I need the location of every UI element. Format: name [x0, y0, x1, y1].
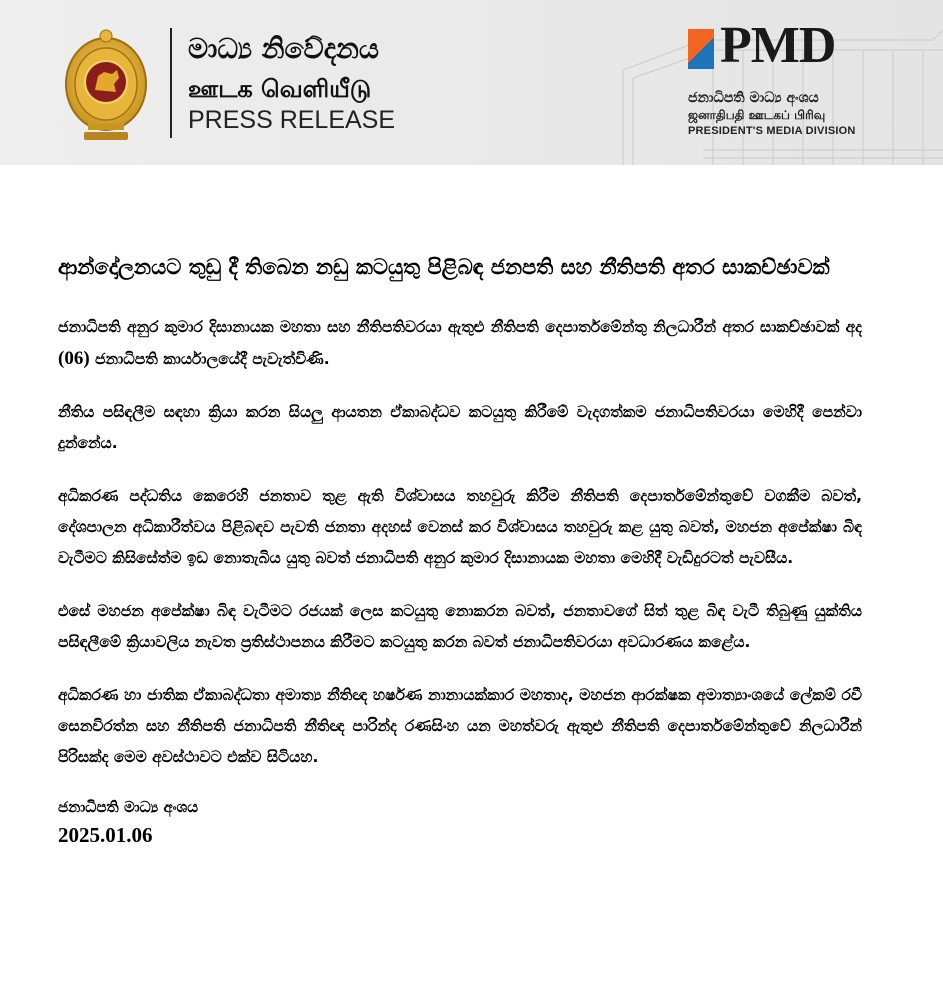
- division-name-sinhala: ජනාධිපති මාධ්‍ය අංශය: [688, 90, 819, 106]
- pmd-logo-mark: [688, 29, 714, 69]
- sri-lanka-emblem-icon: [62, 24, 150, 146]
- article-body: [58, 248, 862, 848]
- paragraph-1: [58, 312, 862, 375]
- division-name-english: PRESIDENT'S MEDIA DIVISION: [688, 125, 856, 137]
- paragraph-3: අධිකරණ පද්ධතිය කෙරෙහි ජනතාව තුළ ඇති විශ්වාසය තහවුරු කිරීම නීතිපති දෙපාර්තමේන්තුවේ වගකීම බවත්, දේශපාලන අධිකාරීත්වය පිළිබඳව පැවති ජනතා අදහස් වෙනස් කර විශ්වාසය තහවුරු කළ යුතු බවත්, මහජන අපේක්ෂා බිඳ වැටීමට කිසිසේත්ම ඉඩ නොතැබිය යුතු බවත් ජනාධිපති අනුර කුමාර දිසානායක මහතා මෙහිදී වැඩිදුරටත් පැවසීය.: [58, 487, 862, 567]
- pmd-logo-text: PMD: [720, 17, 836, 74]
- paragraph-1-text-b: ජනාධිපති කාර්යාලයේදී පැවැත්විණි.: [89, 350, 330, 368]
- header-divider: [170, 28, 172, 138]
- press-release-title-english: PRESS RELEASE: [188, 106, 396, 134]
- paragraph-4: එසේ මහජන අපේක්ෂා බිඳ වැටීමට රජයක් ලෙස කටයුතු නොකරන බවත්, ජනතාවගේ සිත් තුළ බිඳ වැටී තිබුණු යුක්තිය පසිඳලීමේ ක්‍රියාවලිය නැවත ප්‍රතිස්ථාපනය කිරීමට කටයුතු කරන බවත් ජනාධිපතිවරයා අවධාරණය කළේය.: [58, 602, 862, 651]
- press-release-title-sinhala: මාධ්‍ය නිවේදනය: [188, 32, 379, 65]
- paragraph-2: නීතිය පසිඳලීම සඳහා ක්‍රියා කරන සියලු ආයතන ඒකාබද්ධව කටයුතු කිරීමේ වැදගත්කම ජනාධිපතිවරයා මෙහිදී පෙන්වා දුන්නේය.: [58, 403, 862, 452]
- release-date: 2025.01.06: [58, 823, 153, 847]
- division-name-tamil: ஜனாதிபதி ஊடகப் பிரிவு: [688, 108, 826, 122]
- article-title: ආන්දෝලනයට තුඩු දී තිබෙන නඩු කටයුතු පිළිබඳ ජනපති සහ නීතිපති අතර සාකච්ඡාවක්: [58, 255, 830, 279]
- paragraph-5: අධිකරණ හා ජාතික ඒකාබද්ධතා අමාත්‍ය නීතිඥ හර්ෂණ නානායක්කාර මහතාද, මහජන ආරක්ෂක අමාත්‍යාංශයේ ලේකම් රවී සෙනවිරත්න සහ නීතිපති ජනාධිපති නීතිඥ පාරින්ද රණසිංහ යන මහත්වරු ඇතුළු නීතිපති දෙපාර්තමේන්තුවේ නිලධාරීන් පිරිසක්ද මෙම අවස්ථාවට එක්ව සිටියහ.: [58, 686, 862, 766]
- paragraph-1-date-number: (06): [58, 348, 90, 369]
- press-release-title-tamil: ஊடக வெளியீடு: [188, 75, 372, 103]
- signature: ජනාධිපති මාධ්‍ය අංශය: [58, 798, 199, 816]
- press-release-header: [0, 0, 943, 165]
- paragraph-1-text-a: ජනාධිපති අනුර කුමාර දිසානායක මහතා සහ නීතිපතිවරයා ඇතුළු නීතිපති දෙපාර්තමේන්තු නිලධාරීන් අතර සාකච්ඡාවක් අද: [58, 318, 862, 336]
